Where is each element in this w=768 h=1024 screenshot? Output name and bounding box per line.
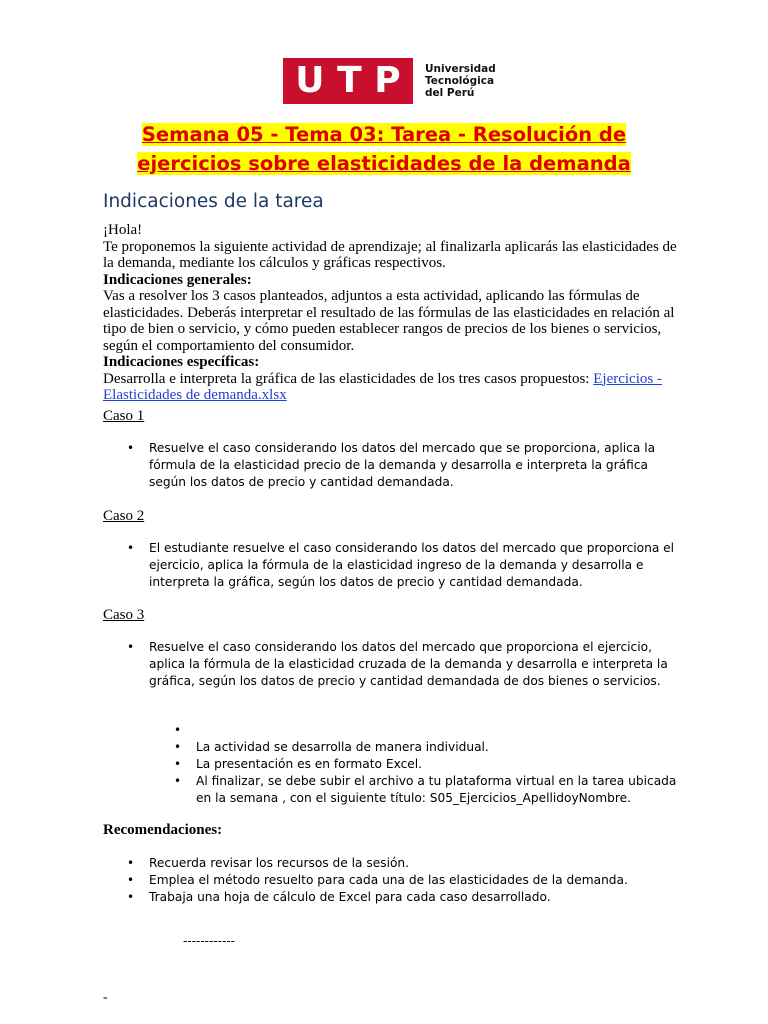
bottom-dash: - [103,990,108,1005]
bullet-icon: • [174,757,182,771]
logo-mark [283,58,413,104]
case-1-text: Resuelve el caso considerando los datos del mercado que se proporciona, aplica la fórmula de la elasticidad precio de la demanda y desarrolla e interpreta la gráfica según los datos de precio y cantidad demandada. [149,441,656,489]
case-3-text: Resuelve el caso considerando los datos del mercado que proporciona el ejercicio, aplica la fórmula de la elasticidad cruzada de la demanda y desarrolla e interpreta la gráfica, según los datos de precio y cantidad demandada de dos bienes o servicios. [149,640,668,688]
list-item [127,440,679,491]
recommendation-text: Trabaja una hoja de cálculo de Excel para cada caso desarrollado. [149,890,551,904]
separator-dashes: ------------ [183,934,235,948]
logo-letter-p: P [374,60,401,101]
case-2-list [127,540,679,591]
list-item [127,639,679,690]
notes-list [174,722,684,807]
excel-file-link[interactable]: Ejercicios - Elasticidades de demanda.xlsx [103,370,662,403]
utp-logo [283,58,496,104]
section-heading: Indicaciones de la tarea [103,191,324,212]
note-text: La actividad se desarrolla de manera individual. [196,740,489,754]
list-item [174,756,684,773]
case-3-list [127,639,679,690]
list-item [127,540,679,591]
instructions-block [103,222,683,404]
title-line2: ejercicios sobre elasticidades de la demanda [137,152,631,175]
specific-text: Desarrolla e interpreta la gráfica de las elasticidades de los tres casos propuestos: [103,370,594,387]
bullet-icon: • [174,774,182,788]
list-item [127,872,679,889]
recommendations-heading: Recomendaciones: [103,822,223,838]
general-paragraph: Vas a resolver los 3 casos planteados, adjuntos a esta actividad, aplicando las fórmulas de elasticidades. Deberás interpretar el resultado de las fórmulas de las elasticidades en relación al tipo de bien o servicio, y cómo pueden establecer rangos de precios de los bienes o servicios, según el comportamiento del consumidor. [103,288,675,354]
list-item [174,739,684,756]
intro-paragraph: Te proponemos la siguiente actividad de aprendizaje; al finalizarla aplicarás las elasticidades de la demanda, mediante los cálculos y gráficas respectivos. [103,238,677,271]
note-text: Al finalizar, se debe subir el archivo a tu plataforma virtual en la tarea ubicada en la semana , con el siguiente título: S05_Ejercicios_ApellidoyNombre. [196,774,677,805]
case-1-label: Caso 1 [103,408,145,424]
list-item [127,855,679,872]
general-heading: Indicaciones generales: [103,271,252,288]
recommendation-text: Recuerda revisar los recursos de la sesión. [149,856,410,870]
bullet-icon: • [127,890,135,904]
logo-text-line1: Universidad [425,63,496,75]
greeting: ¡Hola! [103,222,143,238]
specific-paragraph [103,371,683,404]
bullet-icon: • [127,441,135,455]
bullet-icon: • [127,873,135,887]
bullet-icon: • [174,740,182,754]
logo-text-line3: del Perú [425,87,475,99]
list-item [127,889,679,906]
note-text: La presentación es en formato Excel. [196,757,423,771]
case-3-label: Caso 3 [103,607,145,623]
list-item [174,722,684,739]
logo-letter-t: T [337,60,362,101]
page-title [60,120,708,178]
bullet-icon: • [174,723,182,737]
bullet-icon: • [127,856,135,870]
logo-text-line2: Tecnológica [425,75,495,87]
recommendation-text: Emplea el método resuelto para cada una de las elasticidades de la demanda. [149,873,628,887]
bullet-icon: • [127,541,135,555]
case-1-list [127,440,679,491]
title-line1: Semana 05 - Tema 03: Tarea - Resolución de [141,123,627,146]
bullet-icon: • [127,640,135,654]
logo-letter-u: U [295,60,325,101]
logo-wordmark [425,63,496,99]
list-item [174,773,684,807]
specific-heading: Indicaciones específicas: [103,354,260,370]
case-2-text: El estudiante resuelve el caso considerando los datos del mercado que proporciona el ejercicio, aplica la fórmula de la elasticidad ingreso de la demanda y desarrolla e interpreta la gráfica, según los datos de precio y cantidad demandada. [149,541,675,589]
recommendations-list [127,855,679,906]
case-2-label: Caso 2 [103,508,145,524]
